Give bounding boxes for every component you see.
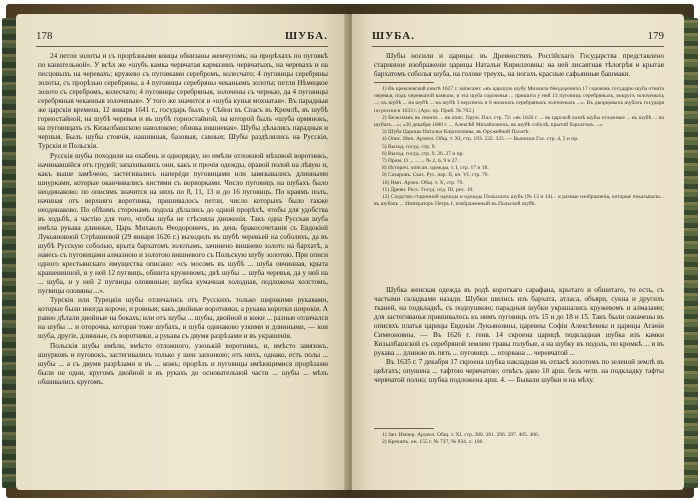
right-page-number: 179 xyxy=(647,30,664,42)
footnote: 2) Крекинъ. кн. 155 г. № 737, № 834. л. 106. xyxy=(382,439,484,446)
right-header-rule xyxy=(372,46,664,47)
footnote: 2) Вельтманъ въ своихъ ... въ опис. Оруж. Пал. стр. 72: «въ 1626 г. ... въ царской казнѣ шубы отложные ... въ шубѣ ... на шубахъ ...»; «20 декабря 1680 г. ... Алексѣй Михайловичъ, въ шубѣ соболѣ, крытой бархатомъ ...». xyxy=(374,114,664,129)
footnote: 3) Шуба Царицы Натальи Кирилловны, въ Оружейной Палатѣ. xyxy=(382,129,530,136)
footnote: 1) Въ кремлевской книгѣ 1627 г. записано: «въ царскую шубу Михаила Ѳеодоровича 17 сороковъ государю шуба отнята черевья, подъ черевчатой камкою, и эта шуба сорочевья ... пришита у ней 13 пуговицъ серебряныхъ, вокругъ золоченыхъ ...; къ шубѣ ... на шубѣ ... на шубѣ 3 верхнихъ и 8 нижнихъ серебряныхъ золоченыхъ ...». Въ дворцовыхъ шубахъ государя по росписи 1633 г. (Арх. ор. Приб. № 702.) xyxy=(374,86,664,114)
right-paragraph: Шубка женская одежда въ родѣ короткаго сарафана, крытаго и обшитаго, то есть, съ частыми складками назади. Шубки шились изъ бархата, атласа, объяри, сукна и другихъ тканей, на подкладкѣ, съ подпушкою; парадныя шубки украшались кружевомъ и алмазами; для застегиванья пришивалось къ нимъ пуговицъ отъ 15 и до 18 и 15. Такъ были означены въ описяхъ платья царицы Евдокіи Лукьяновны, царевны Софіи Алексѣевны и царицы Агаѳіи Симеоновны. — Въ 1626 г. генв. 14 скроена царицѣ подкладная шубка изъ камки Кизылбашской съ серебряной землею травы голубые, а на шубку въ подоль, по кромкѣ ... и въ рукава ... длиною въ пять ... пуговицъ ... оторвана ... черевчатой ... xyxy=(374,286,664,358)
left-paragraph: 24 петли золоты и съ прорѣзными концы обнизаны жемчугомъ; на прорѣхахъ по пуговкѣ по канительной». У всѣх же «шубъ камка червчатая кармазинъ червчатыхъ, на черевахъ и на песцовыхъ на черевахъ; кружево съ пуговками серебромъ, колесчато; 4 пуговицы серебряны золоты, съ прорѣзью серебряны, а 4 пуговицы серебряны чеканьемъ золоты; петли Нѣмецкое золото съ серебромъ, колесчато; 4 пуговицы серебряныя, золочены съ чернью, да 4 пуговицы серебряныя чеканныя золоченыя». У того же значится и «шуба кунья мохнатая». Въ парадныя же царскія времена, 12 января 1641 г., государь былъ у Сѣйон въ Спасъ въ Кремлѣ, въ шубѣ горностайной, на шубѣ черевья и въ шубѣ горностайной, на которой былъ «шуба ормянокъ, на пуговицахъ съ Кизылбашскою наволокою; обинка вишневая». Шубы дѣлались парадныя и черныя. Былъ шубы стоячія, нашивныя, базовыя, савныя; Шубы раздѣлялись на Русскія, Турскія и Польскія. xyxy=(38,52,328,151)
footnote: 6) Выход. госуд. стр. 9. 26. 27 и пр. xyxy=(382,150,464,157)
right-intro-paragraph: Шубы носили и царицы: въ Древностяхъ Россійскаго Государства представлено старинное изображеніе царицы Натальи Кирилловны: на ней лисавтная тѣлогрѣя и крытая бархатомъ соболья шуба, на голове треухъ, на ногахъ красные сафьянные башмаки. xyxy=(374,52,664,79)
left-paragraph: Польскія шубы имѣли, вмѣсто отложного, узенькій воротникъ, и, вмѣсто завязокъ, шнурковъ и пуговокъ, застегивались только у шеи запонкою; отъ нихъ, однако, есть полы ... шубы ... а съ двумя разрѣзами и въ ... кожъ; прорѣзъ и пуговицы имѣющимися прорѣзами были не одни, кругомъ двойной и въ рукахъ до основательной части ... шубы ... мѣхъ обшивались кругомъ. xyxy=(38,341,328,386)
footnote: 10) Имп. Архео. Общ. т. X, стр. 79. xyxy=(382,179,464,186)
right-page-header xyxy=(372,30,664,44)
footnote: 9) Сахаровъ. Сказ. Рус. нар. II, кн. VI, стр. 76. xyxy=(382,172,489,179)
right-running-title: ШУБА. xyxy=(372,30,415,42)
footnote: 4) Опис. Имп. Археол. Общ. т. XI, стр. 193. 232. 325. — Выписки Гос. стр. 4, 5 и пр. xyxy=(382,136,579,143)
right-footnotes-top xyxy=(374,86,664,208)
cover-edge-left xyxy=(2,18,16,488)
footnote: 5) Выход. госуд. стр. 8. xyxy=(382,143,436,150)
right-intro-text xyxy=(374,52,664,79)
cover-edge-right xyxy=(684,18,698,488)
left-running-title: ШУБА. xyxy=(285,30,328,42)
footnote: 7) Прим. О ... ... ... № 2, 6, 9 и 27. xyxy=(382,158,459,165)
left-paragraph: Русскія шубы походили на охабень и однорядку, но имѣли отложной мѣховой воротникъ, начинавшійся отъ грудей; запахивались они, какъ и прочія одежды, правой полой на лѣвую и, какъ выше замѣчено, застегивались наперёди пуговицами или завязывались длинными шнурками, которые оканчивались кистями съ ворворками. Число пуговицъ на шубахъ было неодинаково: по описямъ значится на нихъ по 8, 11, 13 и до 16 пуговицъ. По краямъ полъ, начиная отъ верхняго воротника, пришивалось петли, число которыхъ было также неодинаково. По обѣимъ сторонамъ подола дѣлались до одной прорѣхѣ, чтобы для удобства въ ходьбѣ, а частію для того, чтобы шуба не стѣсняла движенія. Такъ одна Русская шуба имѣла рукава длинные, Царь Михаилъ Ѳеодоровичъ, въ день бракосочетанія съ Евдокіей Лукьяновной Стрѣшневой (29 января 1626 г.) выходилъ въ шубѣ черевьей на соболяхъ, да въ шубѣ Русскую соболью, крыта бархатомъ золотымъ, зачинено вишнево золото на бархатѣ, а навесь съ пуговицами алмазною и золотою вишневого съ Польскую шубу золотою. При описи одного крестьянскаго имущества описано: «съ мосомъ въ шубѣ ... шуба овчинная, крыта крашенинной, и у ней 12 пугвицъ, обшита кружевомъ; двѣ шубы ... шуба черевья, да у ней на ... шуба, и у ней 2 пугвицы оловянные; шубка кумачная холодная, подложена холстомъ, пугвицы оловяны ...». xyxy=(38,151,328,296)
footnote: 1) Зап. Импер. Археол. Общ. т. XI, стр. 380. 381. 396. 397. 405. 406. xyxy=(382,432,540,438)
right-body-text xyxy=(374,286,664,386)
footnote-separator-top xyxy=(374,82,434,83)
left-header-rule xyxy=(36,46,328,47)
footnote: 11) Древн. Росс. Госуд. отд. III, рис. 10. xyxy=(382,186,474,193)
left-page xyxy=(16,14,348,490)
right-page xyxy=(352,14,684,490)
footnote: 12) Сходство старинной одежды и одежды Польскихъ шубъ (№ 13 и 14)... и разные изображенія, которые показывали... въ шубахъ ... Императоръ Петръ I, изображенный въ Польской шубѣ. xyxy=(374,194,664,208)
left-paragraph: Турскія или Турецкія шубы отличались отъ Русскихъ только широкими рукавами, которые были иногда короче, и ровныя; какъ двойные воротники, а рукава коротки широкія. А равно дѣлали двойные на бокахъ; или отъ шубы ... шубы, двойной и кожи ... разные отличался на шубы ... и оторочка, которая тоже шубахъ, и шуба одинаково узкими и длинными, — кои шуба, другіе, длинные, съ воротники, а рукава съ двумя разрѣзами и въ украшенія. xyxy=(38,296,328,341)
right-footnotes-bottom xyxy=(374,432,664,446)
footnote-separator-bottom xyxy=(374,428,434,429)
left-page-number: 178 xyxy=(36,30,53,42)
left-body-text xyxy=(38,52,328,387)
left-page-header xyxy=(36,30,328,44)
footnote: 8) Историч. описан. одежды, т. I, стр. 17 и 18. xyxy=(382,165,489,172)
right-paragraph: Въ 1635 г. 7 декабря 17 скроена шубка накладная въ отласѣ золотомъ по зеленой землѣ въ цвѣтахъ; опушена ... тафтою червчатою; отвѣсъ дано 10 арш. безъ четв. на подкладку тафты червчатой полно; шубка подложена арш. 4. — Бывали шубки и на мѣху. xyxy=(374,358,664,385)
